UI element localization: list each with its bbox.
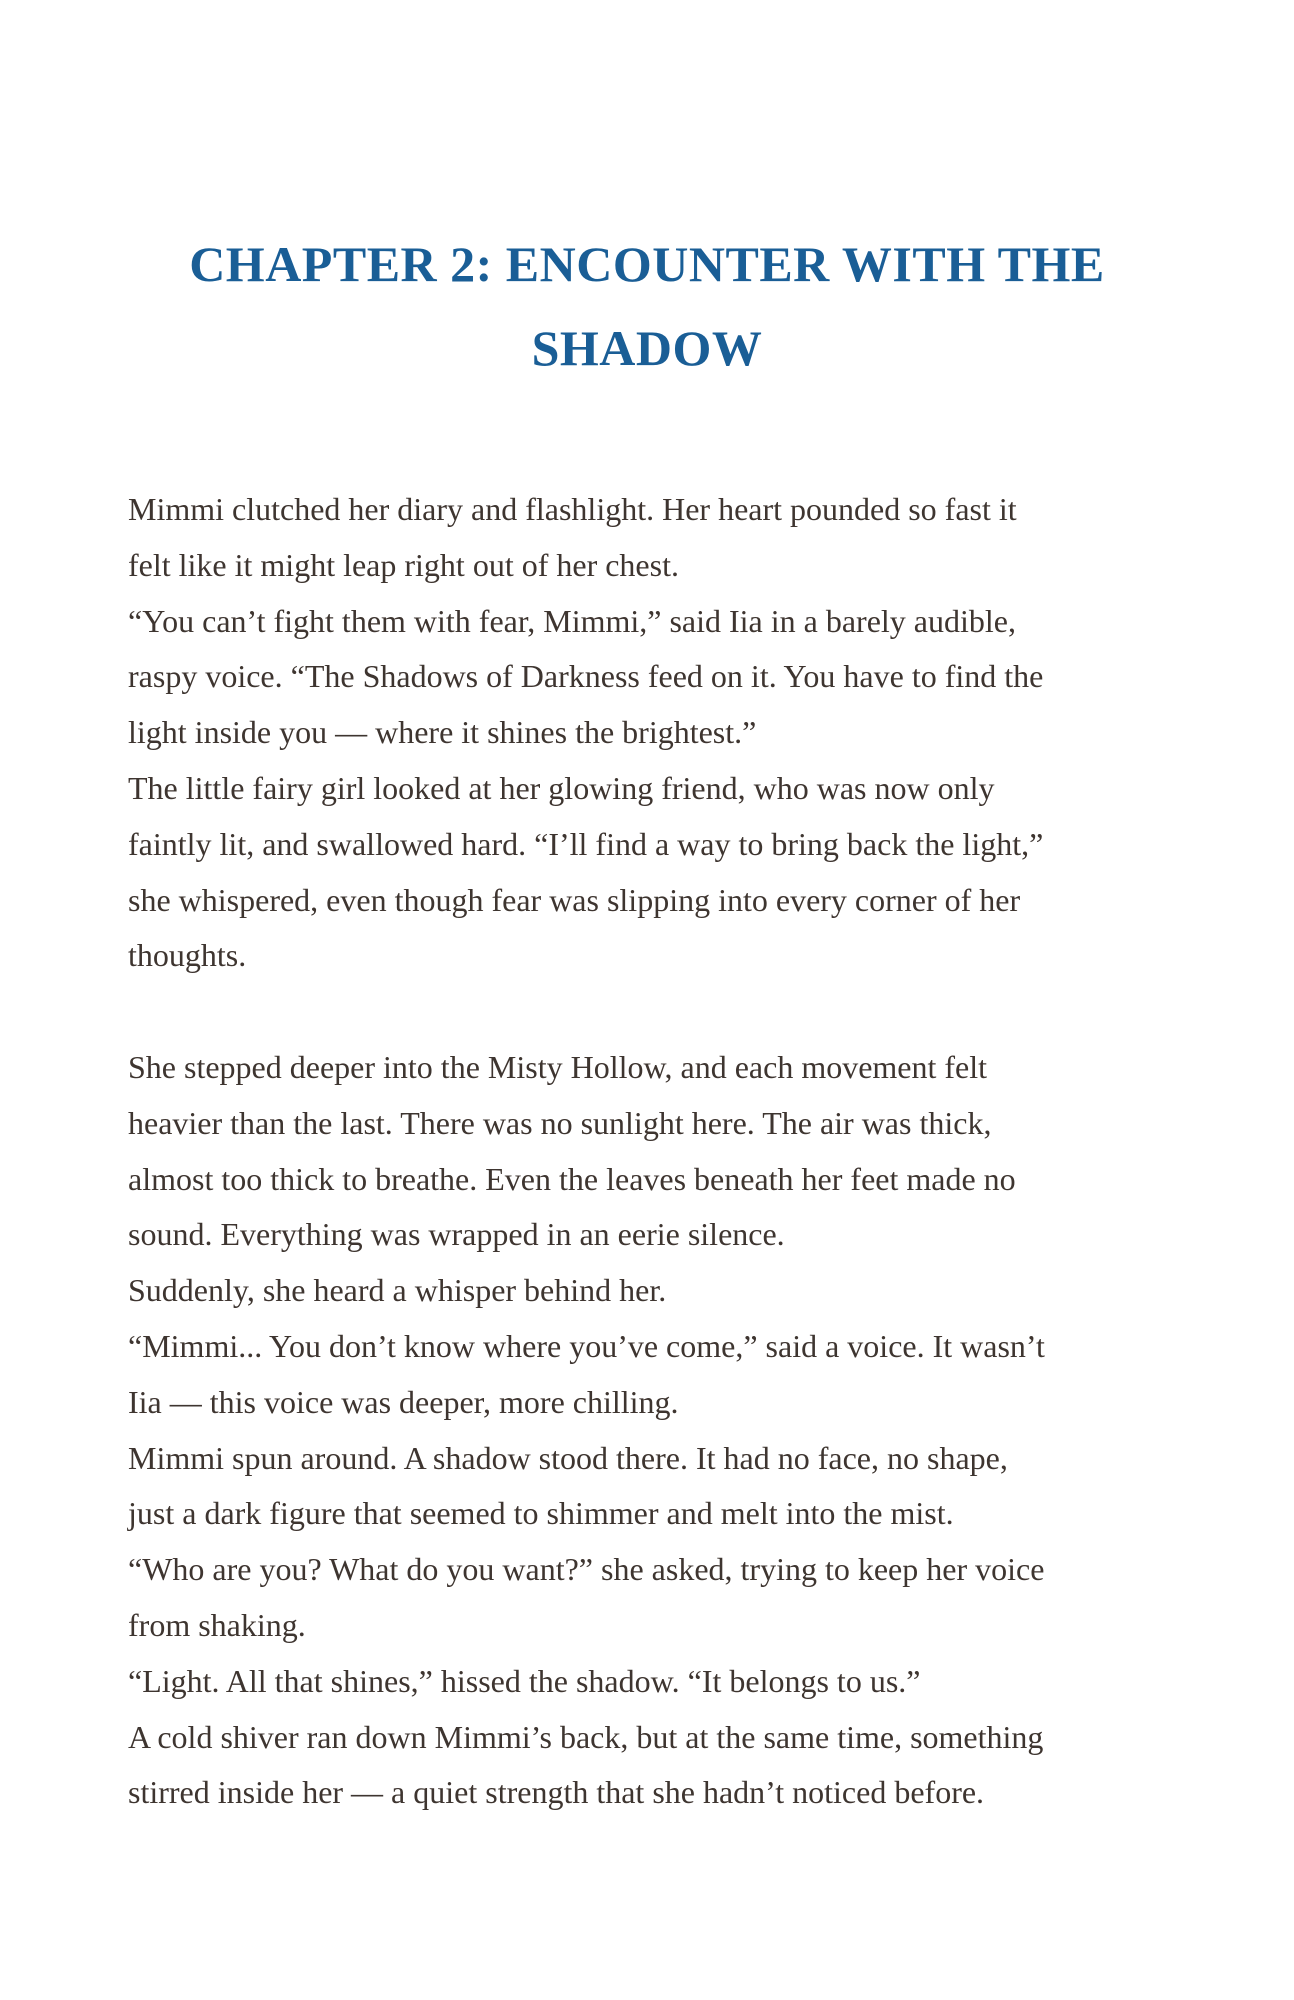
text-line: felt like it might leap right out of her chest. xyxy=(128,546,679,583)
chapter-title xyxy=(130,222,1164,390)
text-line: She stepped deeper into the Misty Hollow, and each movement felt xyxy=(128,1048,988,1085)
text-line: “You can’t fight them with fear, Mimmi,” said Iia in a barely audible, xyxy=(128,602,1016,639)
text-line: Mimmi spun around. A shadow stood there. It had no face, no shape, xyxy=(128,1439,1008,1476)
paragraph-gap xyxy=(128,984,1188,1040)
text-line: Iia — this voice was deeper, more chilling. xyxy=(128,1383,679,1420)
chapter-title-line: SHADOW xyxy=(531,320,763,376)
text-line: thoughts. xyxy=(128,937,247,974)
text-line: heavier than the last. There was no sunlight here. The air was thick, xyxy=(128,1104,992,1141)
text-line: A cold shiver ran down Mimmi’s back, but at the same time, something xyxy=(128,1718,1044,1755)
text-line: just a dark figure that seemed to shimmer and melt into the mist. xyxy=(128,1495,954,1532)
text-line: Mimmi clutched her diary and flashlight. Her heart pounded so fast it xyxy=(128,491,1017,527)
text-line: stirred inside her — a quiet strength that she hadn’t noticed before. xyxy=(128,1774,985,1811)
chapter-body xyxy=(128,482,1188,1821)
text-line: Suddenly, she heard a whisper behind her. xyxy=(128,1272,667,1309)
paragraph xyxy=(128,1040,1188,1821)
chapter-title-line: CHAPTER 2: ENCOUNTER WITH THE xyxy=(189,236,1105,292)
text-line: almost too thick to breathe. Even the leaves beneath her feet made no xyxy=(128,1160,1016,1197)
paragraph xyxy=(128,482,1188,984)
text-line: The little fairy girl looked at her glowing friend, who was now only xyxy=(128,769,995,806)
text-line: “Mimmi... You don’t know where you’ve come,” said a voice. It wasn’t xyxy=(128,1327,1045,1364)
text-line: from shaking. xyxy=(128,1606,306,1643)
text-line: faintly lit, and swallowed hard. “I’ll find a way to bring back the light,” xyxy=(128,825,1044,862)
text-line: light inside you — where it shines the brightest.” xyxy=(128,714,757,751)
text-line: “Who are you? What do you want?” she asked, trying to keep her voice xyxy=(128,1551,1045,1588)
text-line: raspy voice. “The Shadows of Darkness feed on it. You have to find the xyxy=(128,658,1044,695)
text-line: sound. Everything was wrapped in an eerie silence. xyxy=(128,1216,785,1253)
text-line: she whispered, even though fear was slipping into every corner of her xyxy=(128,881,1021,918)
text-line: “Light. All that shines,” hissed the shadow. “It belongs to us.” xyxy=(128,1662,921,1699)
